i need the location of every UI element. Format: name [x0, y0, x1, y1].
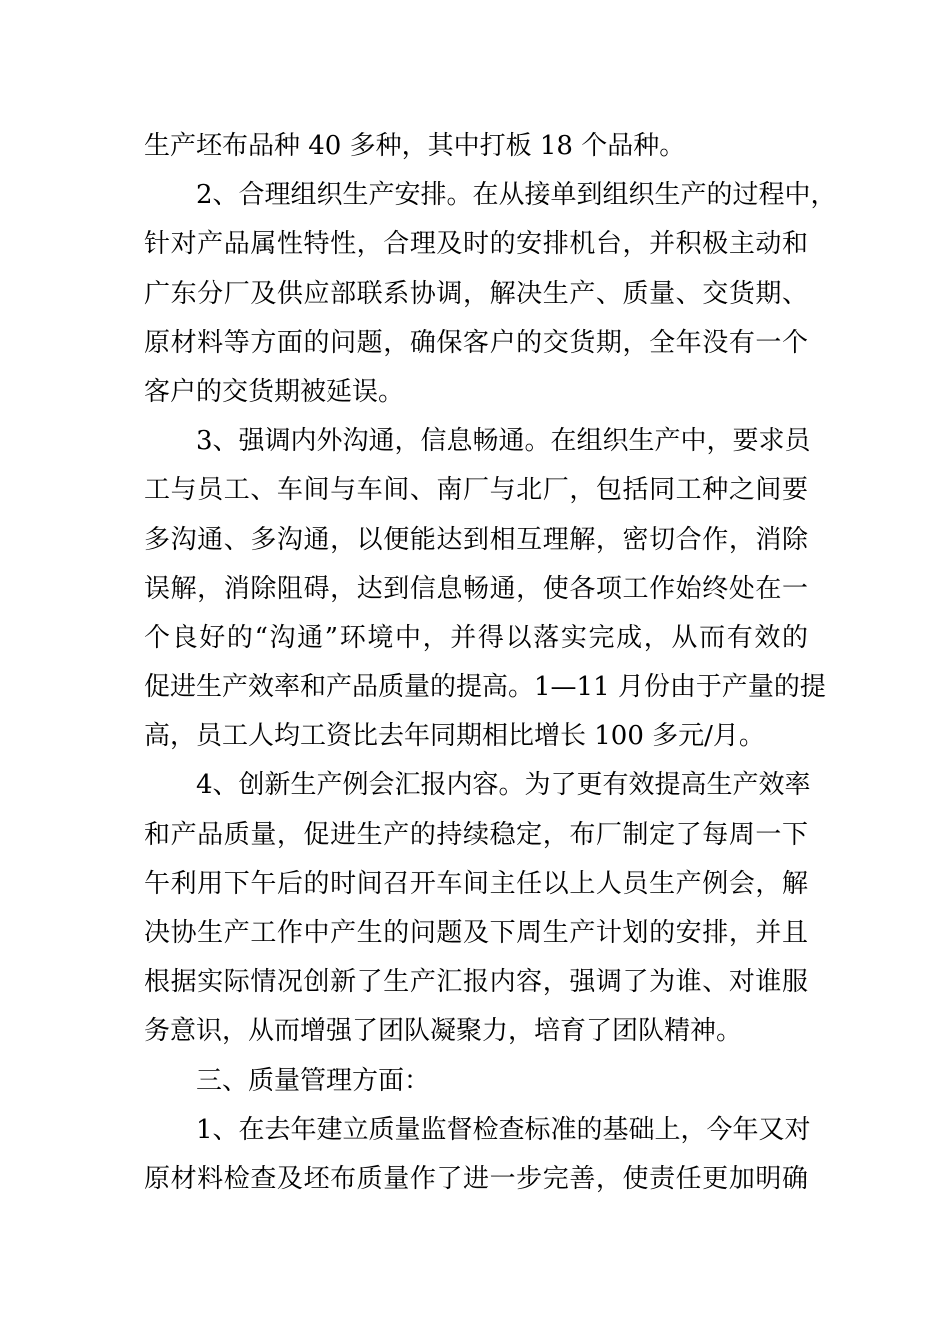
paragraph-2-start: 2、合理组织生产安排。在从接单到组织生产的过程中，	[196, 180, 837, 211]
text-line: 午利用下午后的时间召开车间主任以上人员生产例会，解	[144, 868, 808, 899]
paragraph-4-start: 4、创新生产例会汇报内容。为了更有效提高生产效率	[196, 770, 811, 801]
section-heading: 三、质量管理方面：	[196, 1065, 431, 1096]
text-line: 促进生产效率和产品质量的提高。1—11 月份由于产量的提	[144, 672, 826, 703]
paragraph-quality-1-start: 1、在去年建立质量监督检查标准的基础上，今年又对	[196, 1114, 811, 1145]
text-line: 决协生产工作中产生的问题及下周生产计划的安排，并且	[144, 918, 808, 948]
text-line: 个良好的“沟通”环境中，并得以落实完成，从而有效的	[144, 622, 808, 653]
text-line: 广东分厂及供应部联系协调，解决生产、质量、交货期、	[144, 278, 808, 309]
text-line: 针对产品属性特性，合理及时的安排机台，并积极主动和	[144, 229, 808, 260]
paragraph-3-start: 3、强调内外沟通，信息畅通。在组织生产中，要求员	[196, 426, 811, 457]
text-line: 误解，消除阻碍，达到信息畅通，使各项工作始终处在一	[144, 573, 808, 604]
document-body	[144, 122, 837, 1204]
text-line: 工与员工、车间与车间、南厂与北厂，包括同工种之间要	[144, 475, 808, 506]
text-line: 多沟通、多沟通，以便能达到相互理解，密切合作，消除	[144, 524, 808, 555]
text-line: 根据实际情况创新了生产汇报内容，强调了为谁、对谁服	[144, 967, 808, 998]
text-line: 原材料等方面的问题，确保客户的交货期，全年没有一个	[144, 327, 808, 358]
text-line: 客户的交货期被延误。	[144, 376, 405, 407]
text-line: 高，员工人均工资比去年同期相比增长 100 多元/月。	[144, 721, 765, 752]
text-line: 原材料检查及坯布质量作了进一步完善，使责任更加明确	[144, 1163, 808, 1194]
text-line: 生产坯布品种 40 多种，其中打板 18 个品种。	[144, 131, 686, 161]
text-line: 和产品质量，促进生产的持续稳定，布厂制定了每周一下	[144, 819, 808, 850]
text-line: 务意识，从而增强了团队凝聚力，培育了团队精神。	[144, 1016, 743, 1047]
